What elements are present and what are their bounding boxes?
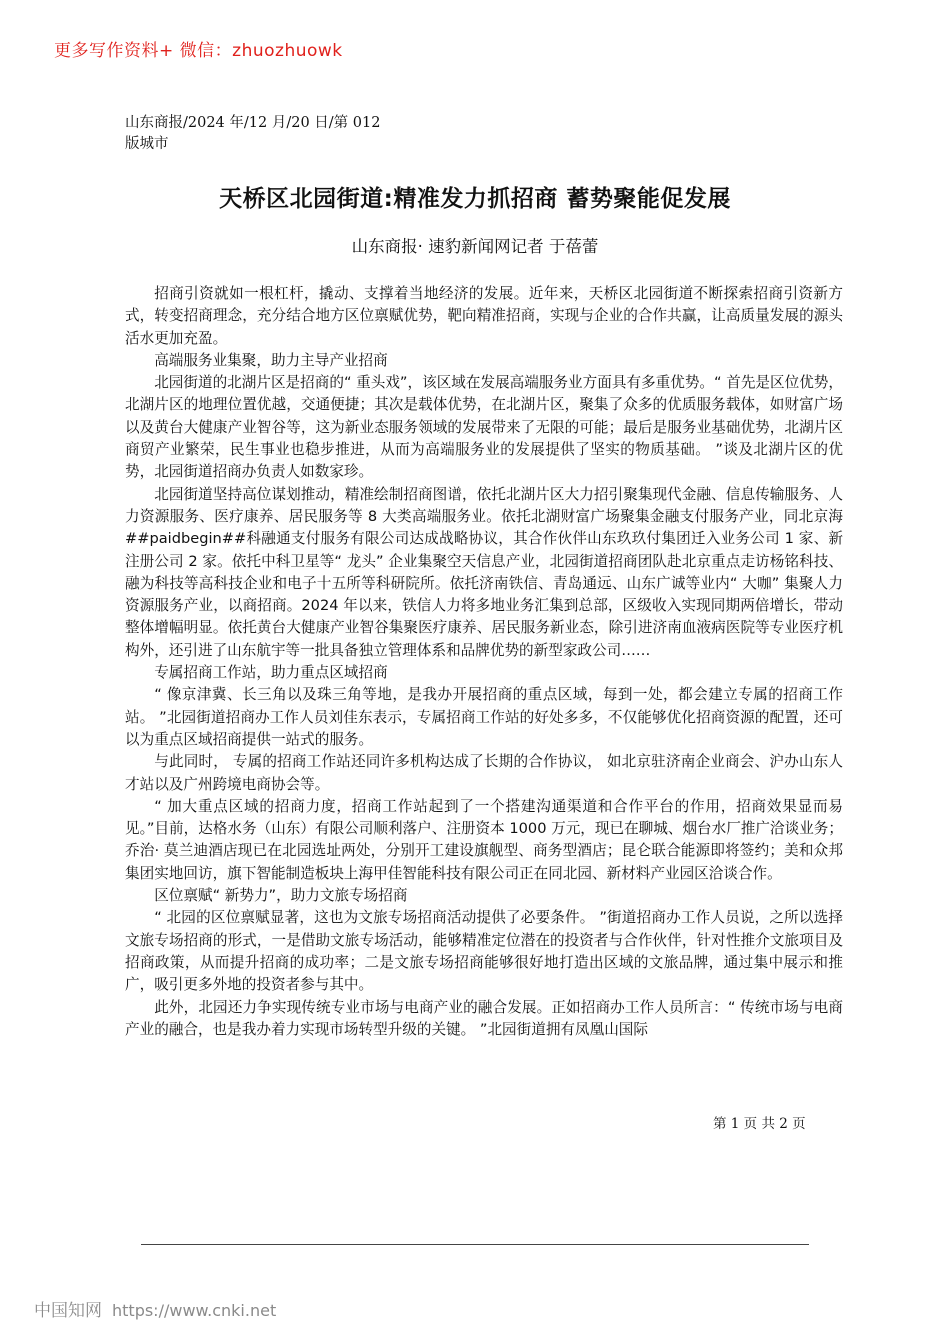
- paragraph: “ 加大重点区域的招商力度，招商工作站起到了一个搭建沟通渠道和合作平台的作用，招商效果显而易见。”目前，达格水务（山东）有限公司顺利落户、注册资本 1000 万元，现已在聊城、烟台水厂推广洽谈业务；乔治· 莫兰迪酒店现已在北园选址两处，分别开工建设旗舰型、商务型酒店；昆仑联合能源即将签约；美和众邦集团实地回访，旗下智能制造板块上海甲佳智能科技有限公司正在同北园、新材料产业园区洽谈合作。: [125, 797, 843, 882]
- section-heading: 区位禀赋“ 新势力”，助力文旅专场招商: [154, 887, 408, 905]
- paragraph: 北园街道的北湖片区是招商的“ 重头戏”，该区域在发展高端服务业方面具有多重优势。“ 首先是区位优势，北湖片区的地理位置优越，交通便捷；其次是载体优势，在北湖片区，聚集了众多的优质服务载体，如财富广场以及黄台大健康产业智谷等，这为新业态服务领域的发展带来了无限的可能；最后是服务业基础优势，北湖片区商贸产业繁荣，民生事业也稳步推进，从而为高端服务业的发展提供了坚实的物质基础。 ”谈及北湖片区的优势，北园街道招商办负责人如数家珍。: [125, 374, 843, 481]
- paragraph: 招商引资就如一根杠杆，撬动、支撑着当地经济的发展。近年来，天桥区北园街道不断探索招商引资新方式，转变招商理念，充分结合地方区位禀赋优势，靶向精准招商，实现与企业的合作共赢，让高质量发展的源头活水更加充盈。: [125, 285, 843, 347]
- article-byline: 山东商报· 速豹新闻网记者 于蓓蕾: [351, 237, 599, 256]
- page-indicator: 第 1 页 共 2 页: [713, 1116, 806, 1132]
- paragraph: 与此同时， 专属的招商工作站还同许多机构达成了长期的合作协议， 如北京驻济南企业商会、沪办山东人才站以及广州跨境电商协会等。: [125, 753, 843, 793]
- watermark-url: https://www.cnki.net: [112, 1301, 277, 1320]
- section-heading: 专属招商工作站，助力重点区域招商: [154, 664, 388, 682]
- source-line: 山东商报/2024 年/12 月/20 日/第 012: [125, 115, 381, 131]
- paragraph: “ 像京津冀、长三角以及珠三角等地，是我办开展招商的重点区域，每到一处，都会建立专属的招商工作站。 ”北园街道招商办工作人员刘佳东表示，专属招商工作站的好处多多，不仅能够优化招商资源的配置，还可以为重点区域招商提供一站式的服务。: [125, 686, 843, 748]
- section-heading: 高端服务业集聚，助力主导产业招商: [154, 351, 388, 369]
- section-label: 版城市: [125, 136, 169, 152]
- footer-divider: [141, 1244, 809, 1245]
- watermark-brand: 中国知网: [34, 1301, 102, 1321]
- paragraph: 北园街道坚持高位谋划推动，精准绘制招商图谱，依托北湖片区大力招引聚集现代金融、信息传输服务、人力资源服务、医疗康养、居民服务等 8 大类高端服务业。依托北湖财富广场聚集金融支付服务产业，同北京海##paidbegin##科融通支付服务有限公司达成战略协议，其合作伙伴山东玖玖付集团迁入业务公司 1 家、新注册公司 2 家。依托中科卫星等“ 龙头” 企业集聚空天信息产业，北园街道招商团队赴北京重点走访杨铭科技、融为科技等高科技企业和电子十五所等科研院所。依托济南铁信、青岛通远、山东广诚等业内“ 大咖” 集聚人力资源服务产业，以商招商。2024 年以来，铁信人力将多地业务汇集到总部，区级收入实现同期两倍增长，带动整体增幅明显。依托黄台大健康产业智谷集聚医疗康养、居民服务新业态，除引进济南血液病医院等专业医疗机构外，还引进了山东航宇等一批具备独立管理体系和品牌优势的新型家政公司……: [125, 485, 843, 659]
- article-body: [125, 283, 843, 1041]
- article-title: 天桥区北园街道:精准发力抓招商 蓄势聚能促发展: [219, 186, 731, 212]
- promo-banner: 更多写作资料+ 微信：zhuozhuowk: [54, 41, 343, 61]
- cnki-watermark: [34, 1296, 276, 1321]
- paragraph: 此外，北园还力争实现传统专业市场与电商产业的融合发展。正如招商办工作人员所言：“ 传统市场与电商产业的融合，也是我办着力实现市场转型升级的关键。 ”北园街道拥有凤凰山国际: [125, 998, 843, 1038]
- paragraph: “ 北园的区位禀赋显著，这也为文旅专场招商活动提供了必要条件。 ”街道招商办工作人员说，之所以选择文旅专场招商的形式，一是借助文旅专场活动，能够精准定位潜在的投资者与合作伙伴，针对性推介文旅项目及招商政策，从而提升招商的成功率；二是文旅专场招商能够很好地打造出区域的文旅品牌，通过集中展示和推广，吸引更多外地的投资者参与其中。: [125, 909, 843, 994]
